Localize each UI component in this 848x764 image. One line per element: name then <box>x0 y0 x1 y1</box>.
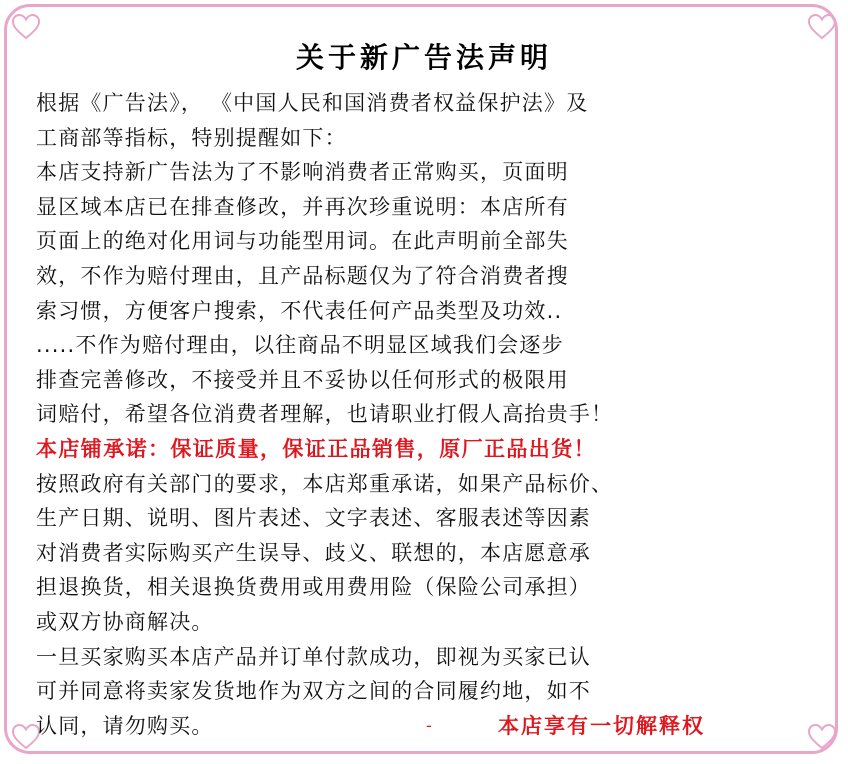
statement-line: 生产日期、说明、图片表述、文字表述、客服表述等因素 <box>36 506 591 531</box>
last-line-row <box>36 709 836 744</box>
statement-line: 显区域本店已在排查修改，并再次珍重说明：本店所有 <box>36 194 569 219</box>
statement-line: 根据《广告法》， 《中国人民和国消费者权益保护法》及 <box>36 91 589 115</box>
statement-line: 索习惯，方便客户搜索，不代表任何产品类型及功效.. <box>36 298 563 323</box>
statement-line: 对消费者实际购买产生误导、歧义、联想的，本店愿意承 <box>36 540 591 565</box>
statement-line: 可并同意将卖家发货地作为双方之间的合同履约地，如不 <box>36 679 591 704</box>
statement-line: 担退换货，相关退换货费用或用费用险（保险公司承担） <box>36 575 591 600</box>
dash-mark: - <box>426 715 433 735</box>
statement-line: 效，不作为赔付理由，且产品标题仅为了符合消费者搜 <box>36 263 569 288</box>
statement-line: 工商部等指标，特别提醒如下： <box>36 125 347 150</box>
statement-body <box>36 86 836 743</box>
statement-line: 按照政府有关部门的要求，本店郑重承诺，如果产品标价、 <box>36 471 614 496</box>
statement-line: 排查完善修改，不接受并且不妥协以任何形式的极限用 <box>36 367 569 392</box>
statement-line: 或双方协商解决。 <box>36 609 214 634</box>
statement-line: 一旦买家购买本店产品并订单付款成功，即视为买家已认 <box>36 644 591 669</box>
store-promise: 本店铺承诺：保证质量，保证正品销售，原厂正品出货！ <box>36 436 596 461</box>
statement-line: 认同，请勿购买。 <box>36 713 214 738</box>
page-title: 关于新广告法声明 <box>295 41 552 74</box>
statement-line: 页面上的绝对化用词与功能型用词。在此声明前全部失 <box>36 229 569 254</box>
statement-line: 本店支持新广告法为了不影响消费者正常购买，页面明 <box>36 160 569 185</box>
statement-line: 词赔付，希望各位消费者理解，也请职业打假人高抬贵手！ <box>36 402 614 427</box>
statement-line: .....不作为赔付理由，以往商品不明显区域我们会逐步 <box>36 333 564 358</box>
interpretation-right-slogan: 本店享有一切解释权 <box>498 713 705 738</box>
